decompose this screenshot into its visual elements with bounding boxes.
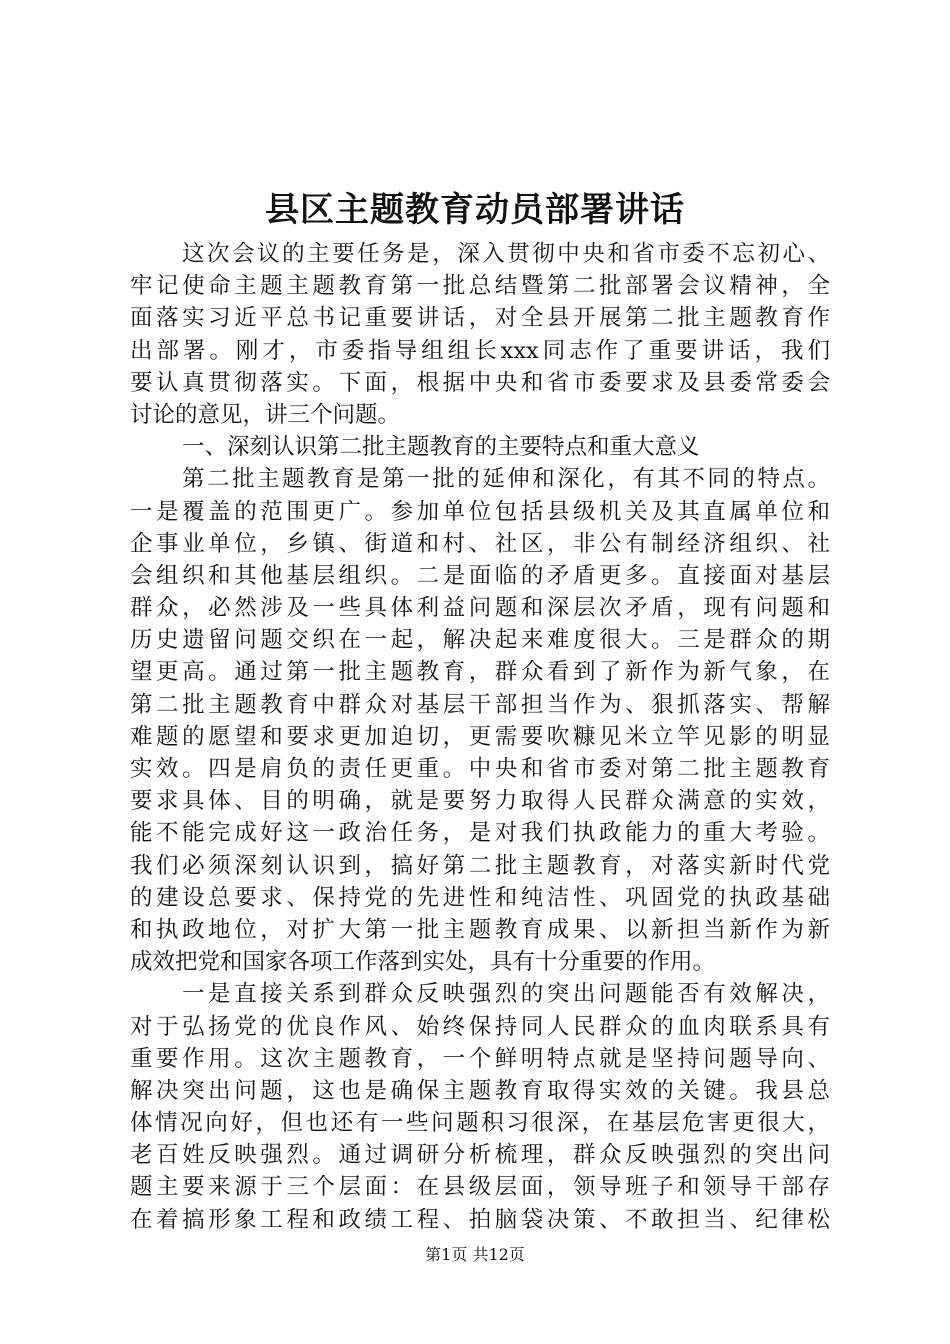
body-line: 出部署。刚才，市委指导组组长xxx同志作了重要讲话，我们 [130,337,830,364]
body-line: 第二批主题教育中群众对基层干部担当作为、狠抓落实、帮解 [130,691,830,718]
body-line: 和执政地位，对扩大第一批主题教育成果、以新担当新作为新 [130,916,830,943]
body-line: 题主要来源于三个层面：在县级层面，领导班子和领导干部存 [130,1174,830,1201]
page-indicator: 第1页 共12页 [425,1245,525,1264]
body-line: 历史遗留问题交织在一起，解决起来难度很大。三是群众的期 [130,627,830,654]
body-line: 体情况向好，但也还有一些问题积习很深，在基层危害更很大， [130,1110,830,1137]
body-line: 的建设总要求、保持党的先进性和纯洁性、巩固党的执政基础 [130,884,830,911]
body-line: 第二批主题教育是第一批的延伸和深化，有其不同的特点。 [182,466,830,493]
body-line: 能不能完成好这一政治任务，是对我们执政能力的重大考验。 [130,820,830,847]
body-line: 难题的愿望和要求更加迫切，更需要吹糠见米立竿见影的明显 [130,723,830,750]
body-line: 老百姓反映强烈。通过调研分析梳理，群众反映强烈的突出问 [130,1142,830,1169]
body-line: 要求具体、目的明确，就是要努力取得人民群众满意的实效， [130,788,830,815]
body-line: 我们必须深刻认识到，搞好第二批主题教育，对落实新时代党 [130,852,830,879]
body-line: 解决突出问题，这也是确保主题教育取得实效的关键。我县总 [130,1077,830,1104]
body-line: 一、深刻认识第二批主题教育的主要特点和重大意义 [182,434,700,461]
document-title: 县区主题教育动员部署讲话 [265,190,685,230]
body-line: 讨论的意见，讲三个问题。 [130,401,401,428]
body-line: 一是直接关系到群众反映强烈的突出问题能否有效解决， [182,981,830,1008]
body-line: 在着搞形象工程和政绩工程、拍脑袋决策、不敢担当、纪律松 [130,1206,830,1233]
document-body [130,238,830,1236]
body-line: 会组织和其他基层组织。二是面临的矛盾更多。直接面对基层 [130,562,830,589]
body-line: 实效。四是肩负的责任更重。中央和省市委对第二批主题教育 [130,756,830,782]
body-line: 这次会议的主要任务是，深入贯彻中央和省市委不忘初心、 [182,241,830,267]
body-line: 群众，必然涉及一些具体利益问题和深层次矛盾，现有问题和 [130,595,830,622]
body-line: 牢记使命主题主题教育第一批总结暨第二批部署会议精神，全 [130,273,830,300]
body-line: 望更高。通过第一批主题教育，群众看到了新作为新气象，在 [130,659,830,686]
body-line: 成效把党和国家各项工作落到实处，具有十分重要的作用。 [130,949,716,976]
body-line: 对于弘扬党的优良作风、始终保持同人民群众的血肉联系具有 [130,1013,830,1040]
body-line: 重要作用。这次主题教育，一个鲜明特点就是坚持问题导向、 [130,1045,830,1072]
body-line: 一是覆盖的范围更广。参加单位包括县级机关及其直属单位和 [130,498,830,525]
body-line: 面落实习近平总书记重要讲话，对全县开展第二批主题教育作 [130,305,830,332]
body-line: 要认真贯彻落实。下面，根据中央和省市委要求及县委常委会 [130,369,830,396]
body-line: 企事业单位，乡镇、街道和村、社区，非公有制经济组织、社 [130,530,830,557]
